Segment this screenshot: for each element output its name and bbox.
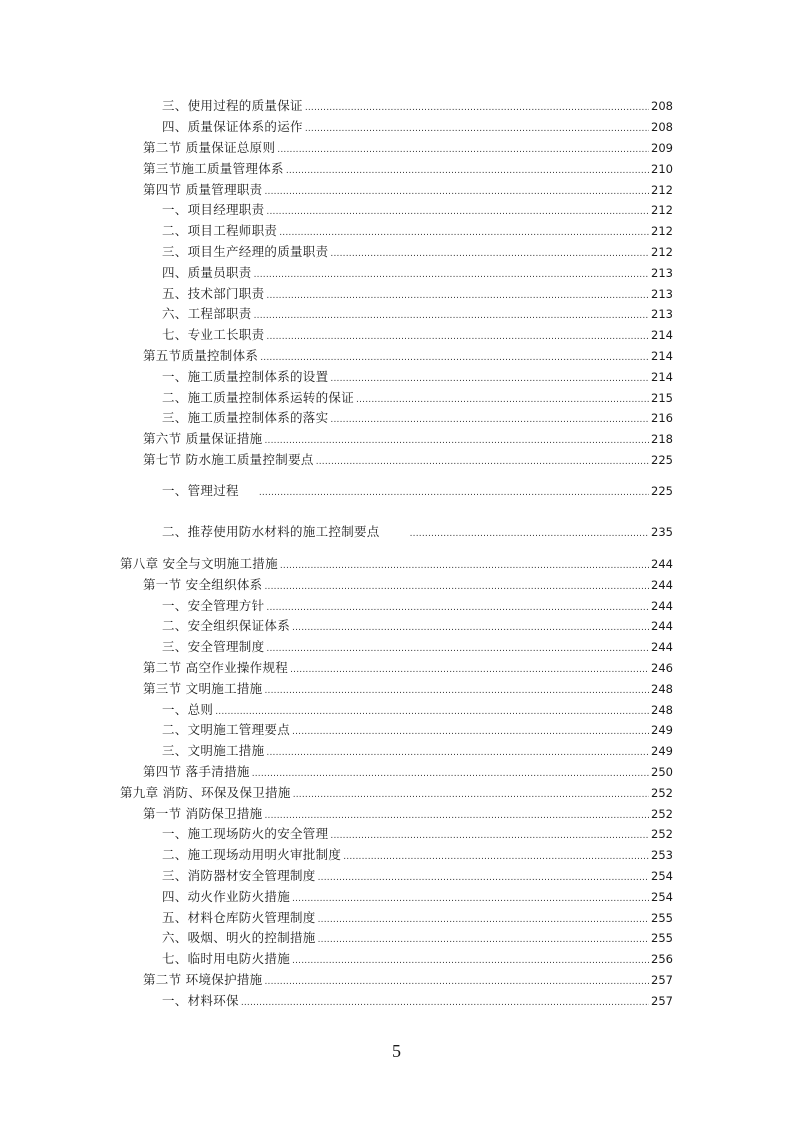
toc-entry-page: 244 — [651, 619, 673, 633]
toc-entry[interactable] — [162, 119, 673, 135]
toc-entry-title: 四、质量保证体系的运作 — [162, 119, 303, 134]
toc-entry-page: 256 — [651, 952, 673, 966]
toc-entry[interactable] — [143, 681, 673, 697]
toc-entry[interactable] — [162, 722, 673, 738]
toc-entry-page: 213 — [651, 307, 673, 321]
toc-leader-dots — [266, 329, 649, 345]
toc-entry[interactable] — [143, 660, 673, 676]
toc-entry-page: 214 — [651, 349, 673, 363]
toc-entry-page: 212 — [651, 245, 673, 259]
toc-entry-page: 225 — [651, 453, 673, 467]
toc-entry-page: 255 — [651, 931, 673, 945]
toc-entry-page: 248 — [651, 682, 673, 696]
toc-entry[interactable] — [143, 140, 673, 156]
toc-entry-page: 215 — [651, 391, 673, 405]
toc-entry-title: 二、施工现场动用明火审批制度 — [162, 847, 342, 862]
toc-entry-title: 第五节质量控制体系 — [143, 348, 259, 363]
toc-leader-dots — [318, 912, 649, 928]
toc-leader-dots — [330, 828, 649, 844]
toc-entry-title: 第八章 安全与文明施工措施 — [120, 556, 278, 571]
toc-entry[interactable] — [143, 972, 673, 988]
toc-leader-dots — [293, 787, 649, 803]
toc-entry-title: 第七节 防水施工质量控制要点 — [143, 452, 314, 467]
toc-entry-title: 二、项目工程师职责 — [162, 223, 278, 238]
toc-entry-title: 三、施工质量控制体系的落实 — [162, 410, 329, 425]
toc-entry-page: 252 — [651, 786, 673, 800]
toc-leader-dots — [318, 870, 649, 886]
toc-entry[interactable] — [162, 826, 673, 842]
toc-entry[interactable] — [143, 577, 673, 593]
toc-entry-title: 一、安全管理方针 — [162, 598, 265, 613]
toc-entry[interactable] — [162, 202, 673, 218]
toc-entry-title: 第六节 质量保证措施 — [143, 431, 263, 446]
toc-entry-page: 252 — [651, 807, 673, 821]
toc-leader-dots — [254, 308, 649, 324]
toc-leader-dots — [343, 849, 649, 865]
toc-entry-page: 208 — [651, 99, 673, 113]
toc-leader-dots — [264, 579, 649, 595]
toc-entry[interactable] — [162, 327, 673, 343]
toc-entry[interactable] — [162, 951, 673, 967]
toc-entry[interactable] — [162, 244, 673, 260]
toc-leader-dots — [266, 288, 649, 304]
toc-entry-page: 248 — [651, 703, 673, 717]
toc-entry-page: 225 — [651, 484, 673, 498]
toc-entry-page: 212 — [651, 183, 673, 197]
toc-entry-page: 244 — [651, 578, 673, 592]
toc-entry[interactable] — [143, 431, 673, 447]
toc-entry-title: 二、推荐使用防水材料的施工控制要点 — [162, 524, 380, 539]
toc-leader-dots — [305, 100, 649, 116]
toc-leader-dots — [254, 267, 649, 283]
toc-entry-title: 七、临时用电防火措施 — [162, 951, 291, 966]
toc-entry-title: 一、施工质量控制体系的设置 — [162, 369, 329, 384]
toc-leader-dots — [292, 724, 649, 740]
toc-leader-dots — [292, 620, 649, 636]
toc-entry-title: 第一节 消防保卫措施 — [143, 806, 263, 821]
toc-entry-title: 六、工程部职责 — [162, 306, 252, 321]
toc-entry-page: 257 — [651, 973, 673, 987]
toc-leader-dots — [277, 142, 649, 158]
toc-entry-title: 三、消防器材安全管理制度 — [162, 868, 316, 883]
toc-entry-page: 216 — [651, 411, 673, 425]
toc-entry[interactable] — [162, 390, 673, 406]
toc-entry[interactable] — [162, 524, 673, 540]
toc-entry[interactable] — [162, 743, 673, 759]
toc-entry[interactable] — [143, 348, 673, 364]
toc-entry-title: 三、文明施工措施 — [162, 743, 265, 758]
toc-leader-dots — [330, 246, 649, 262]
toc-leader-dots — [292, 953, 649, 969]
toc-entry[interactable] — [162, 483, 673, 499]
toc-leader-dots — [279, 225, 649, 241]
toc-entry[interactable] — [143, 182, 673, 198]
toc-entry[interactable] — [120, 785, 673, 801]
toc-entry-title: 第二节 高空作业操作规程 — [143, 660, 289, 675]
toc-entry-page: 244 — [651, 557, 673, 571]
toc-entry-title: 第九章 消防、环保及保卫措施 — [120, 785, 291, 800]
toc-entry[interactable] — [143, 806, 673, 822]
toc-entry-page: 249 — [651, 723, 673, 737]
toc-entry[interactable] — [143, 161, 673, 177]
toc-entry-page: 244 — [651, 640, 673, 654]
toc-entry[interactable] — [162, 369, 673, 385]
toc-entry-page: 209 — [651, 141, 673, 155]
toc-leader-dots — [410, 526, 649, 542]
toc-entry-title: 一、项目经理职责 — [162, 202, 265, 217]
toc-leader-dots — [215, 704, 649, 720]
toc-leader-dots — [316, 454, 649, 470]
toc-leader-dots — [264, 808, 649, 824]
toc-entry-page: 214 — [651, 370, 673, 384]
toc-leader-dots — [266, 745, 649, 761]
toc-entry-title: 四、质量员职责 — [162, 265, 252, 280]
toc-entry-title: 第四节 质量管理职责 — [143, 182, 263, 197]
toc-entry[interactable] — [162, 930, 673, 946]
toc-entry[interactable] — [162, 265, 673, 281]
toc-entry-page: 249 — [651, 744, 673, 758]
toc-leader-dots — [318, 932, 649, 948]
toc-entry-title: 六、吸烟、明火的控制措施 — [162, 930, 316, 945]
toc-entry-page: 212 — [651, 203, 673, 217]
toc-entry-page: 254 — [651, 890, 673, 904]
toc-entry-page: 213 — [651, 287, 673, 301]
toc-entry-page: 255 — [651, 911, 673, 925]
toc-entry-title: 第三节施工质量管理体系 — [143, 161, 284, 176]
toc-entry-title: 一、施工现场防火的安全管理 — [162, 826, 329, 841]
toc-leader-dots — [264, 184, 649, 200]
toc-entry-title: 一、材料环保 — [162, 993, 239, 1008]
toc-entry-page: 253 — [651, 848, 673, 862]
toc-entry-title: 五、技术部门职责 — [162, 286, 265, 301]
toc-leader-dots — [330, 371, 649, 387]
toc-entry-title: 五、材料仓库防火管理制度 — [162, 910, 316, 925]
toc-leader-dots — [305, 121, 649, 137]
toc-entry-page: 214 — [651, 328, 673, 342]
toc-entry-title: 三、使用过程的质量保证 — [162, 98, 303, 113]
toc-entry-title: 一、管理过程 — [162, 483, 239, 498]
toc-entry-title: 第四节 落手清措施 — [143, 764, 250, 779]
toc-leader-dots — [356, 392, 649, 408]
toc-leader-dots — [330, 412, 649, 428]
toc-entry[interactable] — [162, 889, 673, 905]
toc-entry[interactable] — [162, 598, 673, 614]
toc-entry[interactable] — [120, 556, 673, 572]
toc-entry[interactable] — [162, 702, 673, 718]
toc-leader-dots — [266, 641, 649, 657]
toc-entry-title: 第三节 文明施工措施 — [143, 681, 263, 696]
toc-leader-dots — [266, 600, 649, 616]
toc-entry[interactable] — [162, 910, 673, 926]
toc-entry[interactable] — [162, 98, 673, 114]
toc-leader-dots — [264, 433, 649, 449]
toc-entry[interactable] — [162, 618, 673, 634]
toc-entry-page: 257 — [651, 994, 673, 1008]
toc-entry-title: 三、安全管理制度 — [162, 639, 265, 654]
toc-entry-title: 一、总则 — [162, 702, 214, 717]
toc-entry-title: 四、动火作业防火措施 — [162, 889, 291, 904]
toc-entry-page: 210 — [651, 162, 673, 176]
toc-entry-title: 七、专业工长职责 — [162, 327, 265, 342]
toc-entry-page: 254 — [651, 869, 673, 883]
page-number: 5 — [392, 1041, 401, 1061]
toc-leader-dots — [252, 766, 649, 782]
toc-entry-page: 208 — [651, 120, 673, 134]
toc-leader-dots — [266, 204, 649, 220]
toc-leader-dots — [280, 558, 649, 574]
toc-entry-page: 212 — [651, 224, 673, 238]
toc-leader-dots — [259, 485, 649, 501]
toc-entry-title: 第二节 质量保证总原则 — [143, 140, 276, 155]
toc-entry[interactable] — [162, 223, 673, 239]
toc-entry[interactable] — [162, 286, 673, 302]
toc-leader-dots — [260, 350, 649, 366]
toc-entry[interactable] — [162, 306, 673, 322]
toc-leader-dots — [290, 662, 649, 678]
toc-entry-title: 第二节 环境保护措施 — [143, 972, 263, 987]
toc-entry[interactable] — [143, 764, 673, 780]
toc-entry-page: 246 — [651, 661, 673, 675]
toc-entry-title: 二、文明施工管理要点 — [162, 722, 291, 737]
toc-leader-dots — [286, 163, 649, 179]
toc-entry-page: 213 — [651, 266, 673, 280]
toc-entry[interactable] — [162, 993, 673, 1009]
toc-entry-page: 218 — [651, 432, 673, 446]
toc-entry-title: 二、安全组织保证体系 — [162, 618, 291, 633]
toc-leader-dots — [241, 995, 649, 1011]
toc-entry-page: 244 — [651, 599, 673, 613]
toc-entry[interactable] — [162, 639, 673, 655]
toc-entry-page: 252 — [651, 827, 673, 841]
toc-leader-dots — [292, 891, 649, 907]
toc-entry[interactable] — [162, 410, 673, 426]
toc-entry[interactable] — [162, 868, 673, 884]
toc-leader-dots — [264, 683, 649, 699]
toc-entry-title: 二、施工质量控制体系运转的保证 — [162, 390, 355, 405]
toc-entry-title: 第一节 安全组织体系 — [143, 577, 263, 592]
toc-leader-dots — [264, 974, 649, 990]
toc-entry-page: 235 — [651, 525, 673, 539]
toc-entry-page: 250 — [651, 765, 673, 779]
toc-entry[interactable] — [162, 847, 673, 863]
toc-entry[interactable] — [143, 452, 673, 468]
toc-entry-title: 三、项目生产经理的质量职责 — [162, 244, 329, 259]
